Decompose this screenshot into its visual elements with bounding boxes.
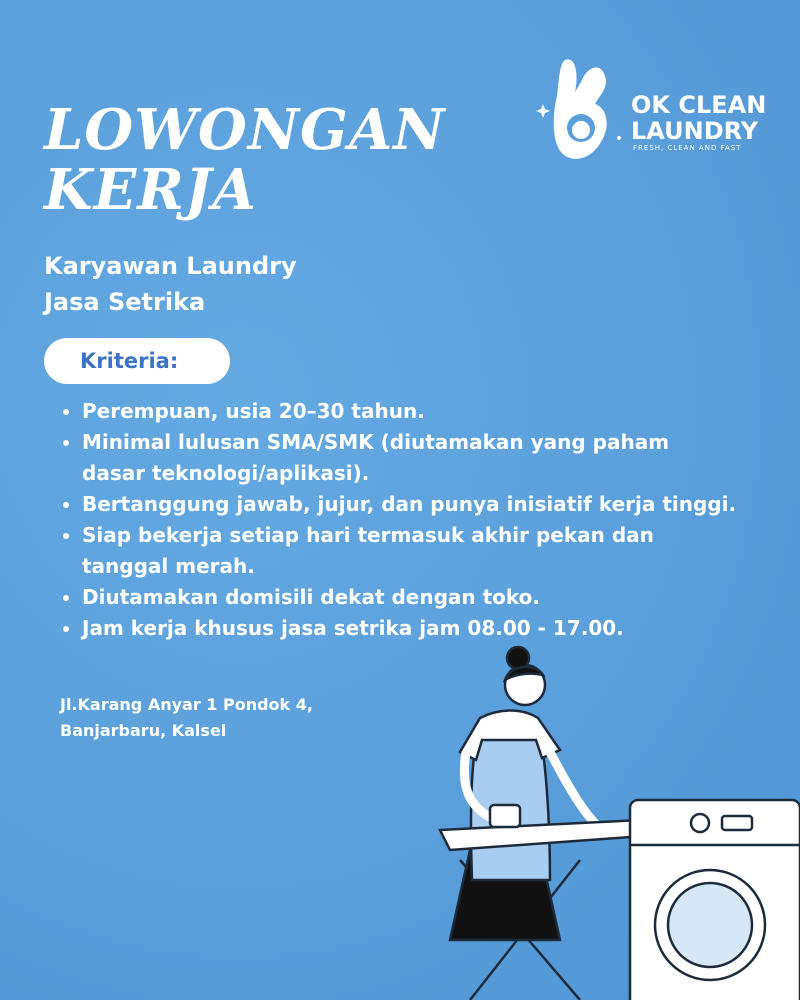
criteria-item: • Bertanggung jawab, jujur, dan punya inisiatif kerja tinggi. <box>82 489 800 520</box>
positions <box>44 248 297 320</box>
ironing-woman-illustration <box>410 640 800 1000</box>
address-line2: Banjarbaru, Kalsel <box>60 721 227 740</box>
criteria-item: • Siap bekerja setiap hari termasuk akhir pekan dan tanggal merah. <box>82 520 682 582</box>
brand-logo <box>535 52 785 172</box>
criteria-item: • Diutamakan domisili dekat dengan toko. <box>82 582 800 613</box>
criteria-item: • Minimal lulusan SMA/SMK (diutamakan yang paham dasar teknologi/aplikasi). <box>82 427 702 489</box>
address-line1: Jl.Karang Anyar 1 Pondok 4, <box>60 695 313 714</box>
logo-line1: OK CLEAN <box>631 91 767 119</box>
title-line1: LOWONGAN <box>44 97 446 163</box>
logo-tagline: FRESH, CLEAN AND FAST <box>633 144 742 152</box>
ok-hand-icon <box>535 52 630 172</box>
page-title <box>44 97 446 223</box>
position-item: Karyawan Laundry <box>44 252 297 280</box>
address <box>60 692 313 744</box>
criteria-item: • Jam kerja khusus jasa setrika jam 08.00 - 17.00. <box>82 613 800 644</box>
criteria-item: • Perempuan, usia 20–30 tahun. <box>82 396 800 427</box>
criteria-list <box>58 396 800 644</box>
logo-name <box>631 92 766 144</box>
logo-line2: LAUNDRY <box>631 117 759 145</box>
criteria-badge: Kriteria: <box>44 338 230 384</box>
position-item: Jasa Setrika <box>44 288 206 316</box>
title-line2: KERJA <box>44 157 257 223</box>
